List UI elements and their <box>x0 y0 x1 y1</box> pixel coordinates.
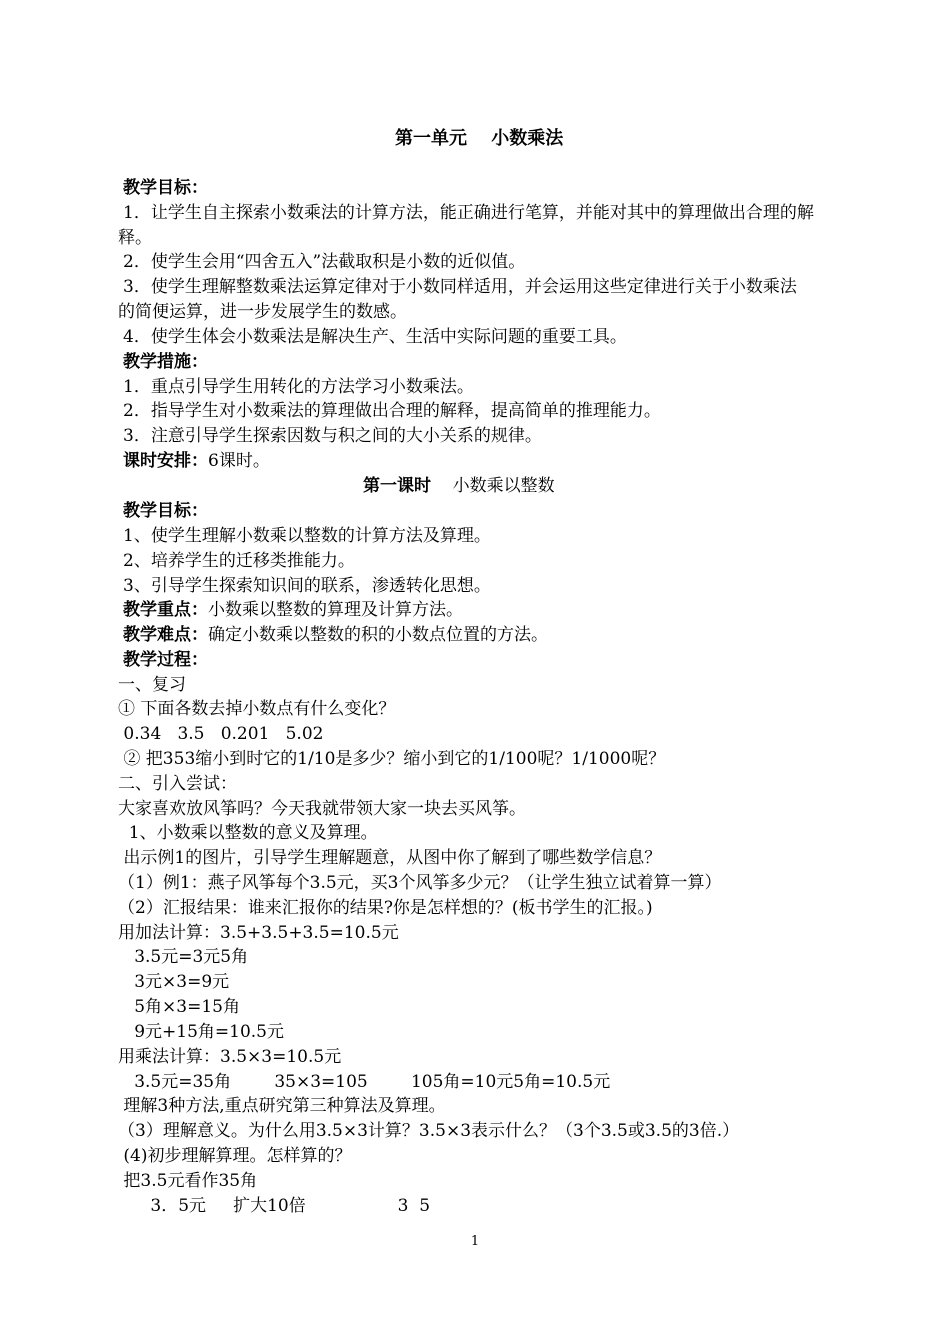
review-question-2: ② 把353缩小到时它的1/10是多少？缩小到它的1/100呢？1/1000呢？ <box>118 749 666 769</box>
measure-3: 3．注意引导学生探索因数与积之间的大小关系的规律。 <box>123 426 542 446</box>
example-4: (4)初步理解算理。怎样算的？ <box>118 1146 352 1166</box>
goal-3-line-b: 的简便运算，进一步发展学生的数感。 <box>118 302 407 322</box>
multiplication-method: 用乘法计算：3.5×3=10.5元 <box>118 1047 342 1067</box>
lesson-goal-3: 3、引导学生探索知识间的联系，渗透转化思想。 <box>123 576 491 596</box>
expand-line: 3．5元 扩大10倍 3 5 <box>118 1196 431 1216</box>
unit-title: 第一单元 小数乘法 <box>395 128 564 149</box>
difficulty-label: 教学难点： <box>123 625 208 645</box>
review-heading: 一、复习 <box>118 675 186 695</box>
process-heading: 教学过程： <box>123 650 208 670</box>
lesson-goal-2: 2、培养学生的迁移类推能力。 <box>123 551 355 571</box>
example-1: （1）例1：燕子风筝每个3.5元，买3个风筝多少元？（让学生独立试着算一算） <box>118 873 722 893</box>
multiplication-steps: 3.5元=35角 35×3=105 105角=10元5角=10.5元 <box>118 1072 611 1092</box>
key-label: 教学重点： <box>123 600 208 620</box>
page-number: 1 <box>470 1234 480 1249</box>
lesson-topic: 小数乘以整数 <box>452 476 555 496</box>
goal-2: 2．使学生会用“四舍五入”法截取积是小数的近似值。 <box>123 252 526 272</box>
goal-3-line-a: 3．使学生理解整数乘法运算定律对于小数同样适用，并会运用这些定律进行关于小数乘法 <box>123 277 797 297</box>
treat-as-jiao: 把3.5元看作35角 <box>118 1171 258 1191</box>
schedule-line <box>123 450 270 472</box>
lesson-label: 第一课时 <box>363 476 431 496</box>
review-question-1: ① 下面各数去掉小数点有什么变化？ <box>118 699 396 719</box>
difficulty <box>123 624 548 646</box>
key-value: 小数乘以整数的算理及计算方法。 <box>208 600 463 620</box>
lesson-title <box>363 475 555 497</box>
section-1-heading: 1、小数乘以整数的意义及算理。 <box>118 823 378 843</box>
example-2: （2）汇报结果：谁来汇报你的结果?你是怎样想的？(板书学生的汇报。) <box>118 898 653 918</box>
goals-heading: 教学目标： <box>123 178 208 198</box>
calc-step-1: 3.5元=3元5角 <box>118 947 249 967</box>
measure-2: 2．指导学生对小数乘法的算理做出合理的解释，提高简单的推理能力。 <box>123 401 661 421</box>
calc-step-4: 9元+15角=10.5元 <box>118 1022 284 1042</box>
lesson-goal-1: 1、使学生理解小数乘以整数的计算方法及算理。 <box>123 526 491 546</box>
key-point <box>123 599 463 621</box>
goal-4: 4．使学生体会小数乘法是解决生产、生活中实际问题的重要工具。 <box>123 327 627 347</box>
addition-method: 用加法计算：3.5+3.5+3.5=10.5元 <box>118 923 399 943</box>
review-numbers: 0.34 3.5 0.201 5.02 <box>118 724 324 744</box>
measures-heading: 教学措施： <box>123 352 208 372</box>
calc-step-2: 3元×3=9元 <box>118 972 230 992</box>
lesson-goals-heading: 教学目标： <box>123 501 208 521</box>
calc-step-3: 5角×3=15角 <box>118 997 240 1017</box>
goal-1-line-a: 1．让学生自主探索小数乘法的计算方法，能正确进行笔算，并能对其中的算理做出合理的解 <box>123 203 814 223</box>
schedule-value: 6课时。 <box>208 451 270 471</box>
schedule-label: 课时安排： <box>123 451 208 471</box>
example-3: （3）理解意义。为什么用3.5×3计算？3.5×3表示什么？（3个3.5或3.5的3倍.） <box>118 1121 740 1141</box>
goal-1-line-b: 释。 <box>118 228 152 248</box>
intro-text: 大家喜欢放风筝吗？今天我就带领大家一块去买风筝。 <box>118 799 526 819</box>
intro-heading: 二、引入尝试： <box>118 774 237 794</box>
show-example: 出示例1的图片，引导学生理解题意，从图中你了解到了哪些数学信息？ <box>118 848 662 868</box>
difficulty-value: 确定小数乘以整数的积的小数点位置的方法。 <box>208 625 548 645</box>
understand-methods: 理解3种方法,重点研究第三种算法及算理。 <box>118 1096 446 1116</box>
measure-1: 1．重点引导学生用转化的方法学习小数乘法。 <box>123 377 474 397</box>
